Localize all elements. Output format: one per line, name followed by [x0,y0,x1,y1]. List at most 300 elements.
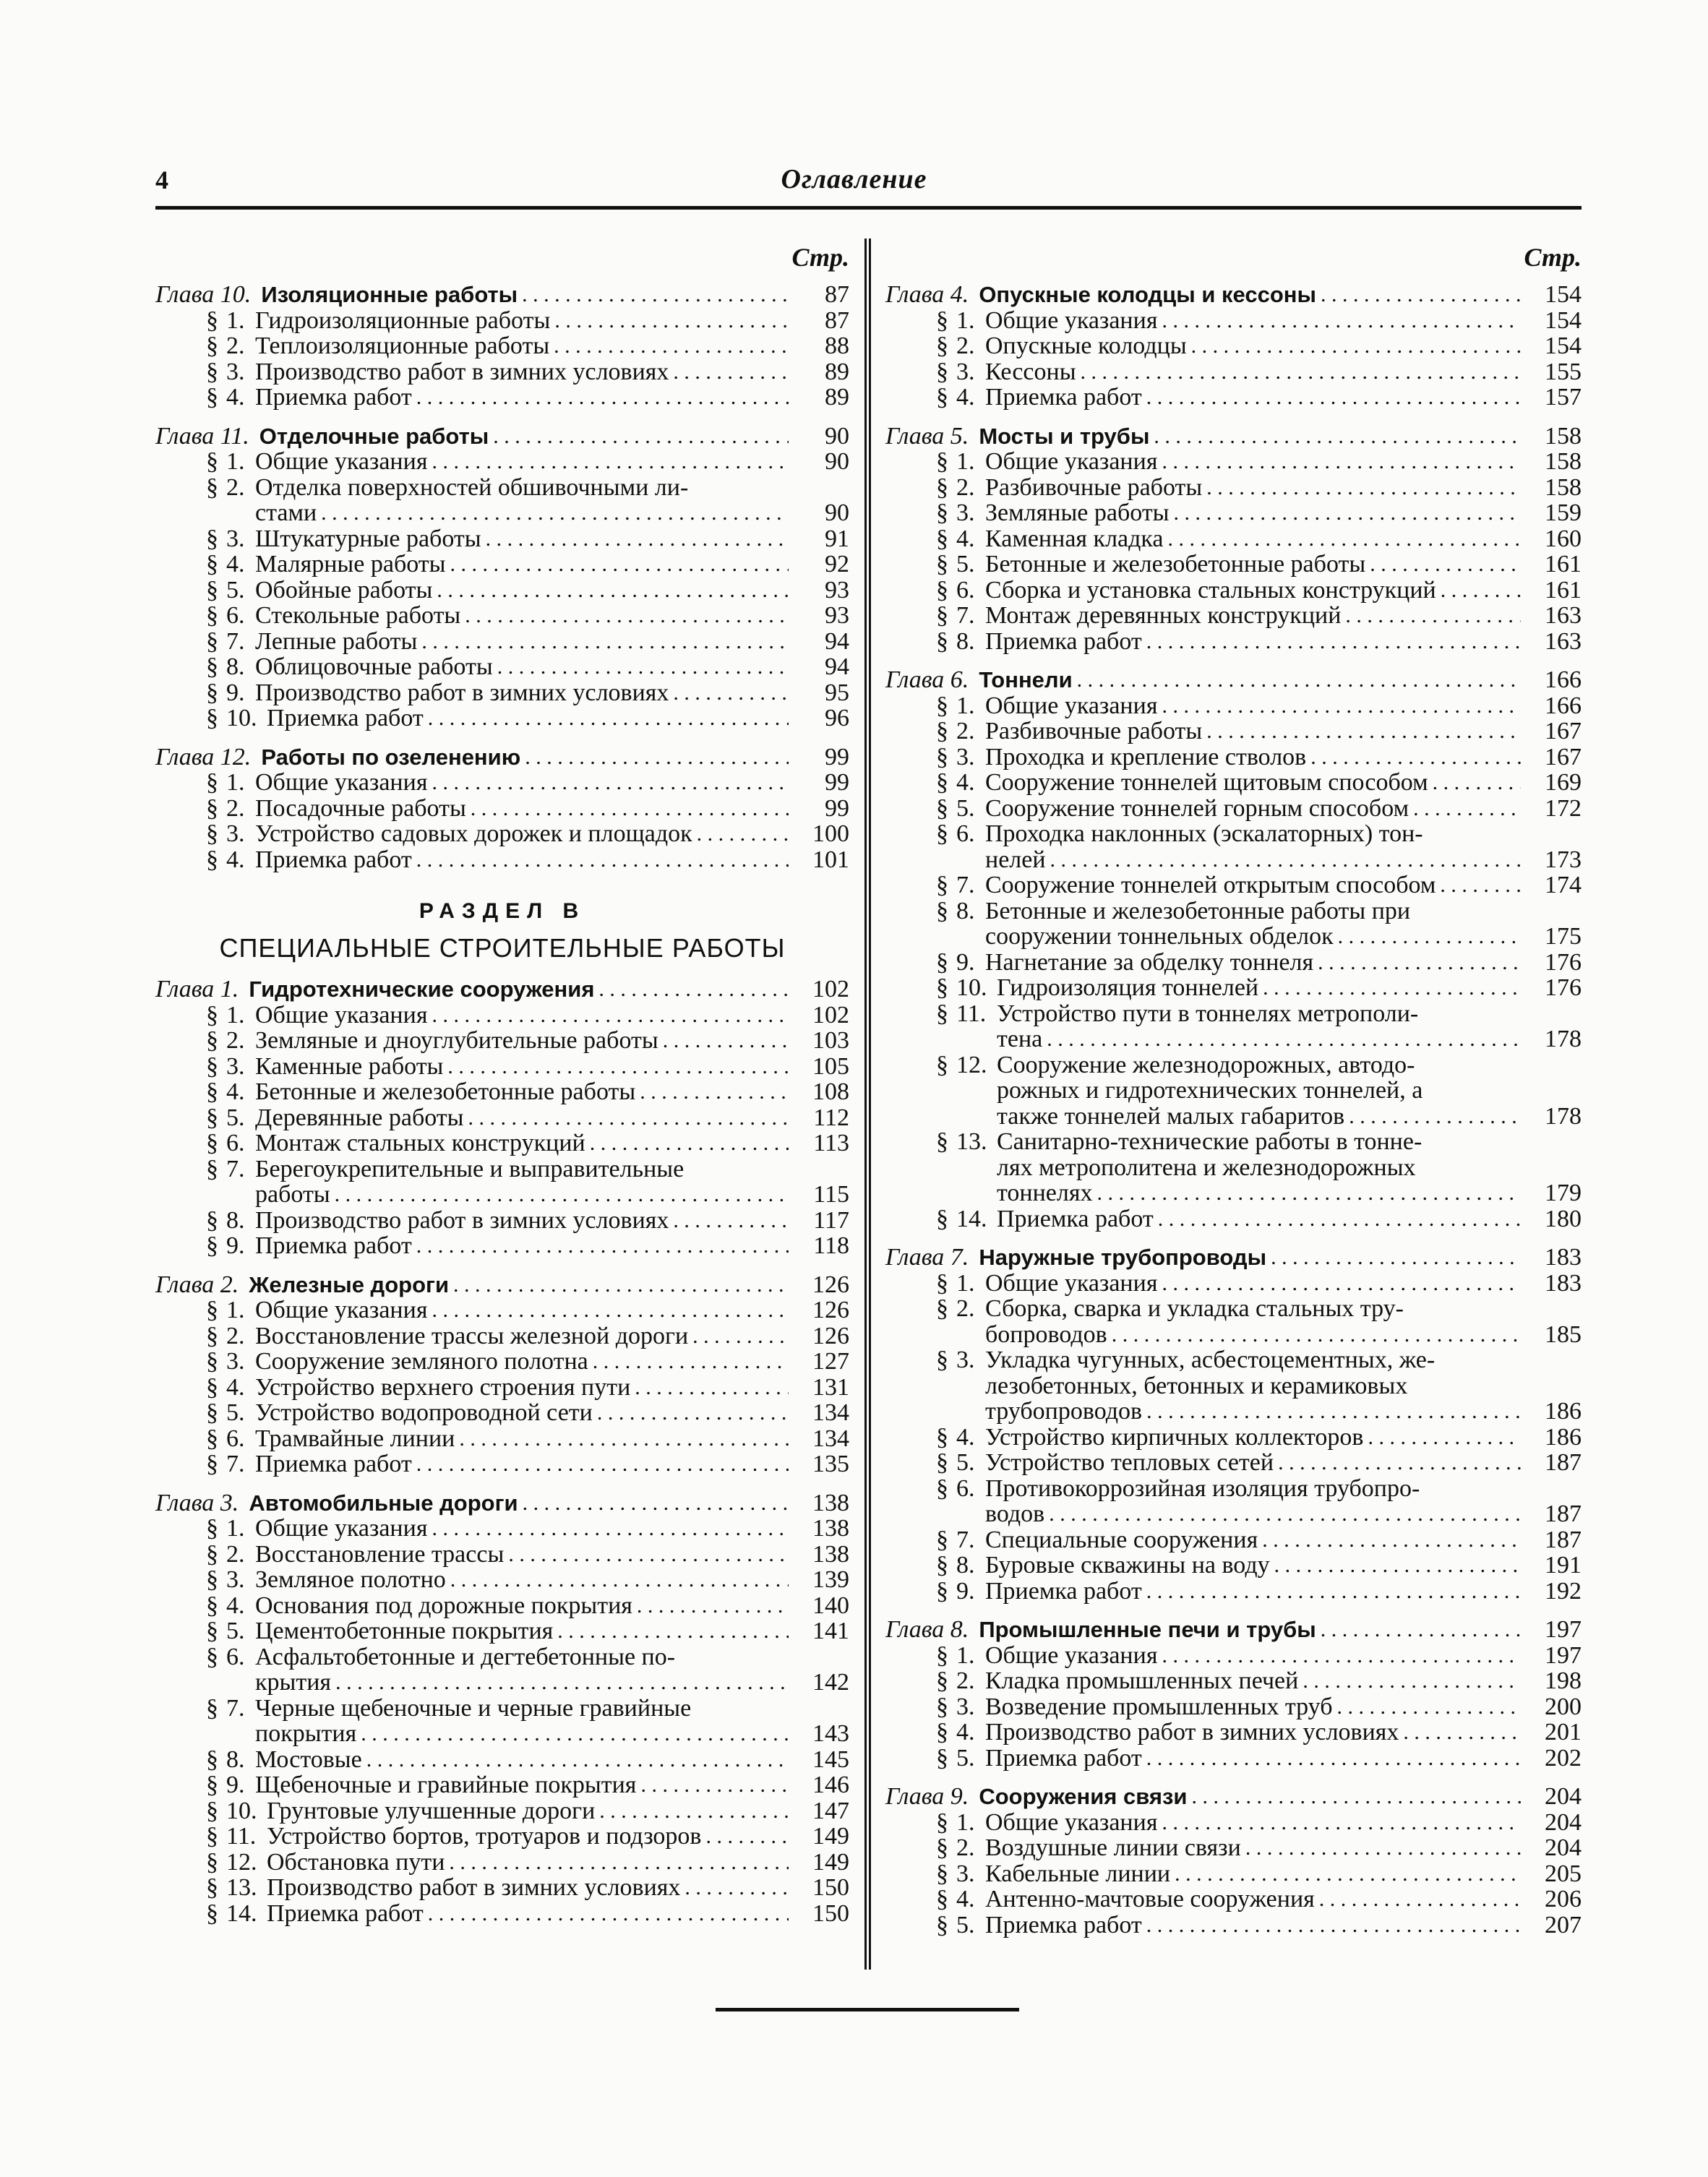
section-symbol: § [936,1744,948,1772]
toc-section [885,1835,1582,1861]
section-number: 10. [226,1797,257,1824]
dot-leader [630,1375,789,1401]
section-number: 10. [226,705,257,731]
toc-section [155,1567,849,1593]
dot-leader [1298,1668,1521,1694]
section-title: Возведение промышленных труб [985,1693,1333,1719]
section-title: Бетонные и железобетонные работы при [985,898,1411,924]
dot-leader [427,1002,789,1029]
section-title: Гидроизоляция тоннелей [997,975,1259,1001]
section-page: 159 [1545,499,1582,526]
toc-chapter [885,667,1582,693]
section-continuation [155,500,849,526]
section-number: 2. [956,473,975,501]
section-page: 87 [825,306,849,334]
dot-leader [1334,924,1521,950]
dot-leader [1313,950,1521,976]
section-title: Устройство тепловых сетей [985,1450,1274,1476]
section-title: Приемка работ [985,385,1142,411]
section-number: 8. [956,1552,975,1579]
dot-leader [692,821,789,847]
chapter-label: Глава 11. [155,422,249,450]
section-title-cont: работы [255,1182,330,1208]
toc-section [885,718,1582,744]
section-number: 7. [956,602,975,629]
section-symbol: § [206,1772,218,1798]
section-number: 4. [226,1078,245,1105]
section-symbol: § [206,846,218,873]
chapter-label: Глава 4. [885,281,969,308]
section-title: Общие указания [985,307,1158,333]
chapter-page: 183 [1545,1244,1582,1271]
section-page: 204 [1545,1834,1582,1861]
section-title: Малярные работы [255,551,446,577]
chapter-page: 154 [1545,281,1582,308]
dot-leader [688,1323,789,1349]
dot-leader [1046,847,1521,873]
section-page: 112 [813,1104,849,1131]
toc-section [885,1643,1582,1669]
section-page: 178 [1545,1026,1582,1052]
section-page: 146 [812,1772,849,1798]
toc-section [155,796,849,822]
section-title: Производство работ в зимних условиях [255,358,669,385]
section-number: 3. [956,1693,975,1720]
section-number: 1. [956,448,975,475]
toc-section [155,1516,849,1542]
dot-leader [412,385,789,411]
dot-leader [1270,1553,1521,1579]
section-page: 186 [1545,1423,1582,1451]
dot-leader [1157,308,1521,334]
toc-section [155,1400,849,1426]
toc-section [155,1901,849,1927]
section-page: 176 [1545,948,1582,976]
toc-section [155,1850,849,1876]
section-number: 8. [956,627,975,655]
section-page: 93 [825,576,849,604]
section-title-cont: стами [255,500,317,526]
toc-section [885,1052,1582,1078]
dot-leader [424,705,789,731]
section-symbol: § [936,1667,948,1694]
running-head: Оглавление [781,164,927,194]
left-column [155,239,849,1926]
section-symbol: § [206,1540,218,1568]
toc-section [155,1824,849,1850]
section-symbol: § [936,897,948,924]
toc-section [155,1297,849,1323]
toc-section [885,821,1582,847]
section-number: 13. [226,1874,257,1901]
dot-leader [595,1798,789,1824]
section-title: Щебеночные и гравийные покрытия [255,1772,637,1798]
section-number: 2. [956,1295,975,1322]
toc-section [885,1746,1582,1772]
section-symbol: § [206,1232,218,1259]
section-page: 167 [1545,718,1582,744]
toc-section [885,308,1582,334]
section-continuation [885,1155,1582,1181]
section-title: Лепные работы [255,628,418,654]
section-number: 1. [956,1808,975,1836]
section-title: Нагнетание за обделку тоннеля [985,949,1314,975]
dot-leader [330,1182,789,1208]
dot-leader [1306,744,1521,770]
section-page: 96 [825,705,849,731]
section-title: Кессоны [985,358,1076,385]
section-title: Приемка работ [267,705,424,731]
section-page: 115 [813,1181,849,1208]
section-symbol: § [206,1566,218,1593]
section-page: 134 [812,1399,849,1426]
section-page: 90 [825,448,849,475]
dot-leader [632,1593,789,1619]
dot-leader [701,1824,789,1850]
section-page: 141 [812,1618,849,1644]
section-page: 99 [825,794,849,822]
toc-section [885,872,1582,898]
toc-section [155,1233,849,1259]
section-page: 178 [1545,1102,1582,1130]
dot-leader [417,629,789,655]
section-title-cont: также тоннелей малых габаритов [997,1103,1345,1129]
section-page: 88 [825,332,849,359]
section-number: 6. [226,1643,245,1670]
chapter-title: Мосты и трубы [979,423,1150,449]
toc-left-part-a [155,282,849,872]
toc-chapter [885,424,1582,450]
section-symbol: § [936,448,948,475]
section-page: 102 [812,1001,849,1029]
section-page: 200 [1545,1693,1582,1720]
dot-leader [331,1670,789,1696]
dot-leader [1142,1912,1521,1938]
section-title: Мостовые [255,1746,362,1772]
section-symbol: § [936,718,948,744]
toc-section [155,1375,849,1401]
division-heading [155,897,849,971]
section-symbol: § [206,1206,218,1234]
dot-leader [1344,1104,1521,1130]
chapter-label: Глава 5. [885,422,969,450]
section-symbol: § [206,473,218,501]
section-title: Производство работ в зимних условиях [255,679,669,705]
section-number: 4. [226,551,245,577]
section-page: 105 [812,1052,849,1080]
dot-leader [446,1567,789,1593]
section-number: 5. [956,551,975,577]
section-number: 12. [226,1848,257,1876]
section-page: 183 [1545,1269,1582,1297]
toc-section [885,975,1582,1001]
section-symbol: § [936,1834,948,1861]
section-symbol: § [206,1052,218,1080]
section-page: 147 [812,1797,849,1824]
section-symbol: § [936,1051,948,1078]
section-title-cont: рожных и гидротехнических тоннелей, а [997,1078,1423,1104]
page-column-label: Стр. [791,243,849,272]
dot-leader [1315,1886,1521,1912]
section-page: 101 [812,846,849,873]
chapter-title: Гидротехнические сооружения [249,976,595,1002]
toc-section [155,1772,849,1798]
dot-leader [1157,693,1521,719]
section-title: Восстановление трассы железной дороги [255,1323,689,1349]
section-number: 10. [956,974,987,1001]
section-title: Отделка поверхностей обшивочными ли- [255,474,689,500]
dot-leader [1436,577,1521,604]
dot-leader [1187,333,1521,359]
page-number: 4 [155,166,168,194]
section-title-cont: тоннелях [997,1180,1093,1206]
section-symbol: § [206,551,218,577]
section-number: 5. [956,794,975,822]
chapter-label: Глава 8. [885,1616,969,1643]
section-number: 14. [956,1205,987,1232]
section-symbol: § [936,1449,948,1476]
section-title: Общие указания [255,1516,428,1542]
section-title-cont: водов [985,1501,1045,1527]
section-title: Устройство кирпичных коллекторов [985,1424,1364,1450]
toc-section [155,1451,849,1477]
section-page: 169 [1545,769,1582,796]
section-number: 4. [956,525,975,552]
section-symbol: § [206,1348,218,1375]
dot-leader [356,1721,789,1747]
toc-section [885,744,1582,770]
section-title: Приемка работ [985,1745,1142,1771]
toc-chapter [155,744,849,770]
dot-leader [669,359,789,385]
section-title: Общие указания [255,1297,428,1323]
section-page: 89 [825,384,849,411]
toc-section [155,308,849,334]
section-page: 117 [813,1206,849,1234]
dot-leader [518,1490,789,1516]
chapter-title: Сооружения связи [979,1784,1188,1809]
section-number: 9. [226,679,245,706]
dot-leader [1409,796,1521,822]
section-number: 8. [226,1206,245,1234]
section-number: 2. [956,1667,975,1694]
dot-leader [412,1233,789,1259]
section-page: 158 [1545,448,1582,475]
toc-section [155,551,849,577]
section-number: 9. [226,1772,245,1798]
dot-leader [1142,629,1521,655]
dot-leader [455,1426,789,1452]
section-page: 201 [1545,1719,1582,1746]
toc-section [885,551,1582,577]
section-number: 8. [226,1746,245,1773]
dot-leader [504,1542,789,1568]
section-symbol: § [206,306,218,334]
section-page: 155 [1545,358,1582,385]
section-symbol: § [206,358,218,385]
toc-section [885,1527,1582,1553]
toc-section [155,1593,849,1619]
dot-leader [1044,1501,1521,1527]
section-title: Приемка работ [255,1451,412,1477]
toc-section [155,1542,849,1568]
chapter-title: Железные дороги [249,1271,450,1297]
section-title: Опускные колодцы [985,333,1187,359]
section-symbol: § [936,1526,948,1553]
toc-chapter [885,1617,1582,1643]
section-number: 2. [226,1540,245,1568]
section-number: 3. [956,358,975,385]
toc-chapter [155,424,849,450]
section-continuation [885,1399,1582,1425]
section-number: 2. [226,1322,245,1349]
toc-section [885,1271,1582,1297]
section-symbol: § [936,1693,948,1720]
toc-chapter [155,282,849,308]
section-page: 161 [1545,551,1582,577]
column-divider [864,239,871,1970]
section-title: Общие указания [255,1002,428,1028]
section-symbol: § [206,1130,218,1156]
toc-section [155,475,849,501]
header-rule [155,206,1582,210]
section-title: Каменные работы [255,1053,444,1079]
section-continuation [155,1182,849,1208]
section-symbol: § [206,1848,218,1876]
section-page: 163 [1545,627,1582,655]
toc-section [155,705,849,731]
section-page: 100 [812,820,849,847]
dot-leader [1316,282,1521,308]
section-title-cont: покрытия [255,1721,357,1747]
section-title: Общие указания [255,770,428,796]
section-number: 4. [956,1886,975,1912]
section-title: Земляное полотно [255,1567,446,1593]
toc-right [885,282,1582,1938]
chapter-label: Глава 7. [885,1244,969,1271]
section-page: 113 [813,1130,849,1156]
section-symbol: § [206,627,218,655]
section-continuation [885,1026,1582,1052]
section-title: Приемка работ [255,846,412,872]
dot-leader [443,1054,789,1080]
dot-leader [1365,551,1521,577]
dot-leader [1241,1835,1521,1861]
section-title-cont: крытия [255,1670,332,1696]
section-symbol: § [936,769,948,796]
toc-section [885,1886,1582,1912]
toc-section [155,1618,849,1644]
chapter-page: 158 [1545,422,1582,450]
section-title: Устройство водопроводной сети [255,1400,593,1426]
section-number: 7. [226,1451,245,1477]
section-number: 4. [956,384,975,411]
chapter-page: 90 [825,422,849,450]
section-number: 1. [226,1001,245,1029]
toc-chapter [885,1784,1582,1810]
section-number: 1. [956,692,975,719]
chapter-page: 166 [1545,666,1582,693]
section-symbol: § [936,794,948,822]
section-continuation [155,1721,849,1747]
section-page: 95 [825,679,849,706]
dot-leader [1202,718,1521,744]
section-number: 3. [956,1860,975,1887]
toc-section [885,1719,1582,1746]
section-title: Сооружение земляного полотна [255,1349,588,1375]
dot-leader [1076,359,1521,385]
section-title: Сооружение тоннелей щитовым способом [985,770,1428,796]
section-number: 6. [226,1130,245,1156]
chapter-label: Глава 6. [885,666,969,693]
toc-section [155,1696,849,1722]
toc-section [885,898,1582,924]
section-symbol: § [936,1719,948,1746]
section-number: 4. [226,1592,245,1619]
chapter-page: 138 [812,1489,849,1516]
section-title: Сборка, сварка и укладка стальных тру- [985,1296,1404,1322]
section-symbol: § [206,705,218,731]
section-number: 1. [956,306,975,334]
section-number: 7. [226,627,245,655]
dot-leader [493,654,789,680]
dot-leader [1157,449,1521,475]
section-title: Производство работ в зимних условиях [985,1719,1399,1746]
section-page: 118 [813,1232,849,1259]
section-title: Приемка работ [997,1206,1154,1232]
toc-section [155,1747,849,1773]
toc-section [155,603,849,629]
section-number: 2. [956,718,975,744]
chapter-title: Автомобильные дороги [249,1490,518,1516]
section-title: Облицовочные работы [255,654,493,680]
section-number: 2. [956,1834,975,1861]
section-title: Производство работ в зимних условиях [255,1207,669,1233]
section-number: 4. [226,846,245,873]
section-symbol: § [206,1373,218,1401]
section-title-cont: лезобетонных, бетонных и керамиковых [985,1373,1408,1399]
dot-leader [446,551,789,577]
section-symbol: § [936,1641,948,1669]
section-number: 6. [956,820,975,847]
section-page: 91 [825,525,849,552]
division-title: СПЕЦИАЛЬНЫЕ СТРОИТЕЛЬНЫЕ РАБОТЫ [219,933,786,963]
section-title: Деревянные работы [255,1104,464,1130]
section-title: Приемка работ [255,1233,412,1259]
section-page: 93 [825,602,849,629]
section-symbol: § [206,384,218,411]
section-number: 2. [226,332,245,359]
section-number: 7. [956,872,975,898]
dot-leader [1170,1861,1521,1887]
section-number: 5. [226,1104,245,1131]
dot-leader [669,1208,789,1234]
section-page: 139 [812,1566,849,1593]
toc-section [155,629,849,655]
section-title: Земляные работы [985,500,1170,526]
section-symbol: § [936,974,948,1001]
section-number: 5. [226,1618,245,1644]
section-continuation [885,1078,1582,1104]
dot-leader [1042,1026,1521,1052]
section-title-cont: сооружении тоннельных обделок [985,924,1334,950]
section-number: 8. [956,897,975,924]
section-page: 207 [1545,1911,1582,1938]
toc-section [885,1001,1582,1027]
section-title: Общие указания [985,1642,1158,1668]
chapter-page: 102 [812,976,849,1002]
toc-section [885,1129,1582,1155]
